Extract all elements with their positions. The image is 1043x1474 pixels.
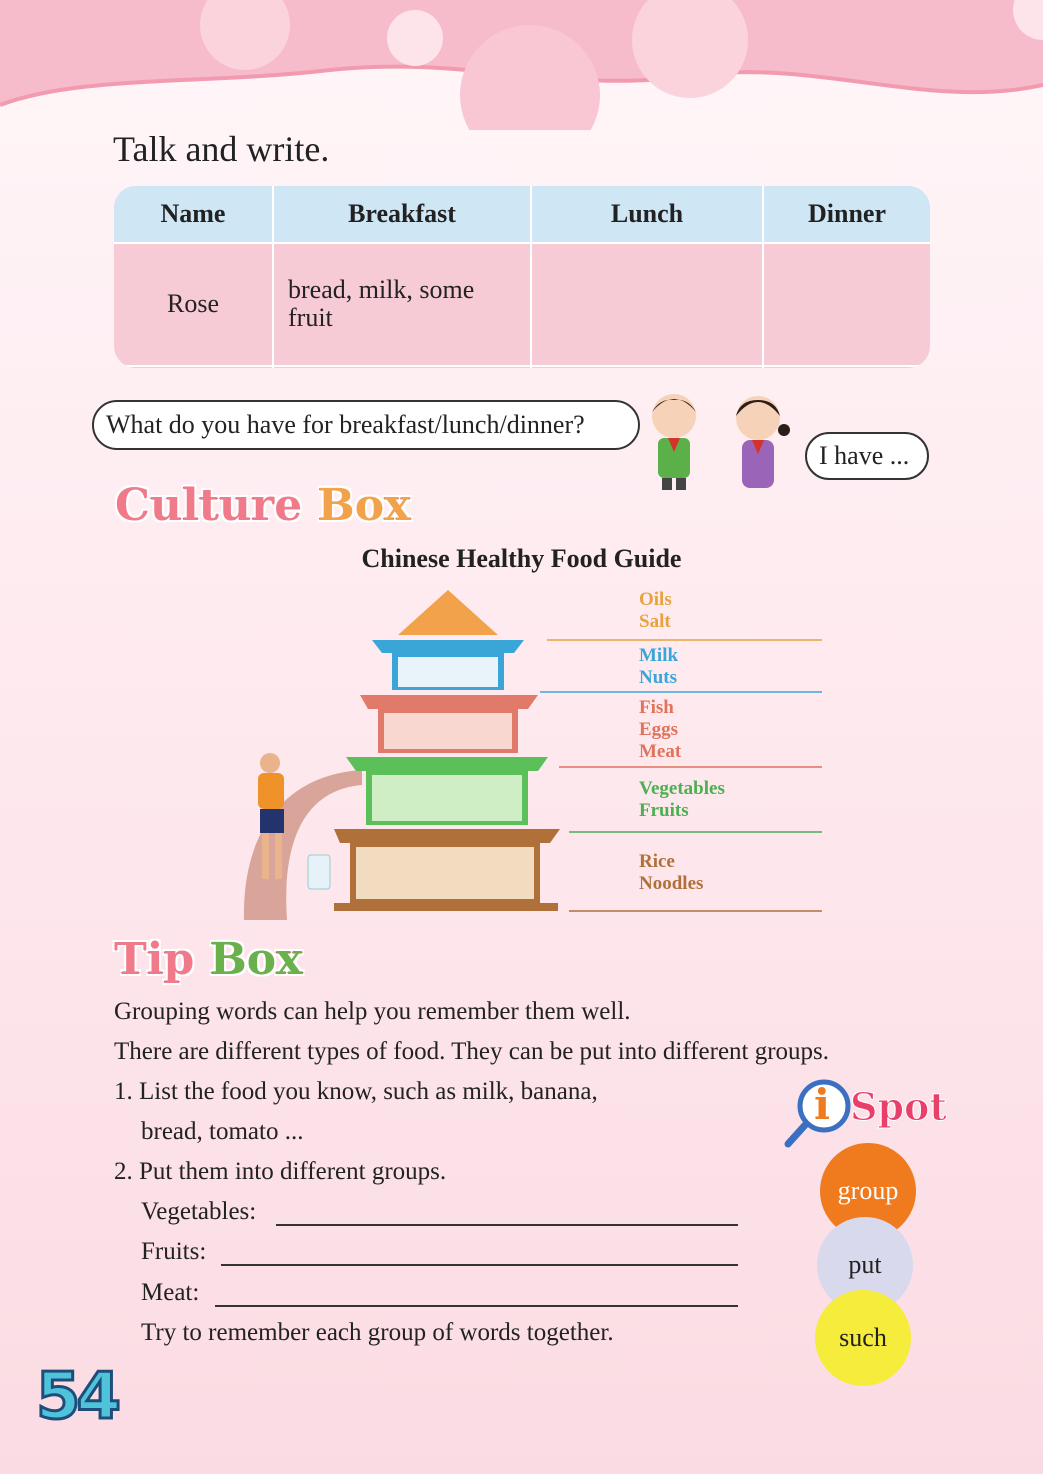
table-header-name: Name [114, 186, 273, 243]
vegetables-answer-line[interactable] [276, 1224, 738, 1226]
ispot-word-such [815, 1290, 911, 1386]
ispot-logo-spot: Spot [850, 1084, 947, 1129]
question-speech-bubble [92, 400, 640, 450]
label-nuts: Nuts [639, 667, 678, 688]
tip-line-2: There are different types of food. They can be put into different groups. [114, 1038, 830, 1065]
label-milk: Milk [639, 645, 679, 666]
section-heading: Talk and write. [113, 129, 330, 169]
table-cell-dinner[interactable] [763, 366, 930, 368]
food-pyramid-illustration [242, 585, 842, 925]
table-header-lunch: Lunch [531, 186, 763, 243]
vegetables-label: Vegetables: [141, 1198, 257, 1225]
fruits-label: Fruits: [141, 1238, 207, 1265]
label-fruits: Fruits [639, 800, 689, 821]
table-cell-breakfast[interactable] [273, 366, 531, 368]
table-row [114, 366, 930, 368]
label-fish: Fish [639, 697, 674, 718]
table-header-breakfast: Breakfast [273, 186, 531, 243]
ispot-word-put-text: put [848, 1250, 882, 1279]
tip-line-1: Grouping words can help you remember them well. [114, 998, 631, 1025]
page-number [36, 1360, 132, 1434]
label-fish-eggs-meat [639, 697, 681, 763]
tip-box-title-word2: Box [209, 934, 303, 985]
ispot-logo-i: i [814, 1080, 830, 1129]
answer-speech-bubble [805, 432, 929, 480]
label-rice-noodles [639, 851, 703, 895]
tip-box-title [114, 934, 302, 985]
label-milk-nuts [639, 645, 678, 689]
question-text: What do you have for breakfast/lunch/dinner? [106, 410, 585, 439]
ispot-word-such-text: such [839, 1323, 887, 1352]
fruits-answer-line[interactable] [221, 1264, 738, 1266]
culture-box-title-word1: Culture [115, 480, 303, 531]
tip-step-1-continued: bread, tomato ... [141, 1118, 304, 1145]
table-header-dinner: Dinner [763, 186, 930, 243]
ispot-word-group-text: group [837, 1176, 899, 1205]
top-wave-banner [0, 0, 1043, 130]
tip-step-2: 2. Put them into different groups. [114, 1158, 447, 1185]
label-meat: Meat [639, 741, 682, 762]
ispot-logo [784, 1076, 947, 1148]
label-rice: Rice [639, 851, 675, 872]
label-oils-salt [639, 589, 672, 633]
label-oils: Oils [639, 589, 672, 610]
table-cell-name[interactable] [114, 366, 273, 368]
culture-box-title-word2: Box [317, 480, 411, 531]
answer-text: I have ... [819, 441, 910, 470]
label-vegetables-fruits [639, 778, 725, 822]
meals-table [114, 186, 930, 368]
page-number-text: 54 [36, 1360, 118, 1434]
label-salt: Salt [639, 611, 671, 632]
table-cell-name: Rose [114, 243, 273, 366]
table-cell-lunch[interactable] [531, 366, 763, 368]
food-guide-title: Chinese Healthy Food Guide [361, 544, 682, 573]
meat-label: Meat: [141, 1279, 200, 1306]
culture-box-title [115, 480, 410, 531]
table-cell-breakfast: bread, milk, some fruit [273, 243, 531, 366]
label-noodles: Noodles [639, 873, 704, 894]
label-eggs: Eggs [639, 719, 679, 740]
table-row [114, 243, 930, 366]
table-header-row [114, 186, 930, 243]
table-cell-lunch[interactable] [531, 243, 763, 366]
label-vegetables: Vegetables [639, 778, 725, 799]
children-illustration [636, 386, 804, 492]
tip-closing: Try to remember each group of words together. [141, 1319, 614, 1346]
table-cell-dinner[interactable] [763, 243, 930, 366]
tip-box-title-word1: Tip [114, 934, 195, 985]
meat-answer-line[interactable] [215, 1305, 738, 1307]
pyramid-tier-oils [398, 590, 498, 635]
tip-step-1: 1. List the food you know, such as milk, banana, [114, 1078, 598, 1105]
